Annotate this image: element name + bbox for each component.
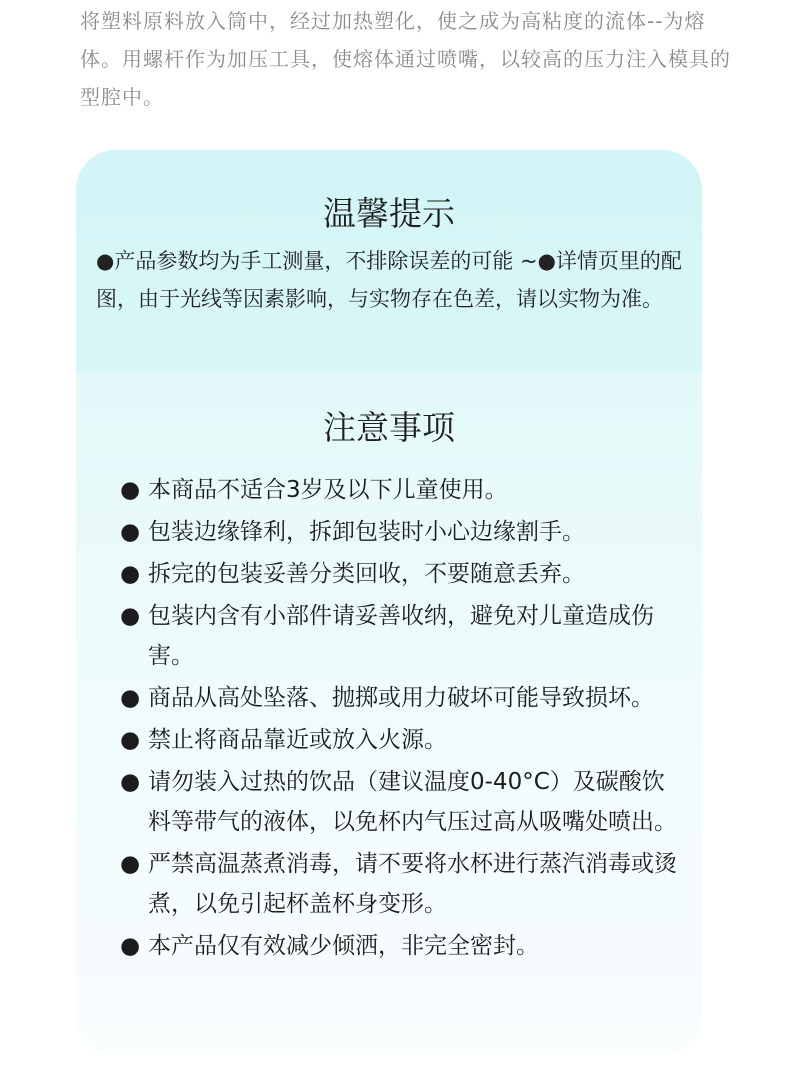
note-item [120,596,680,676]
note-item-text: 严禁高温蒸煮消毒，请不要将水杯进行蒸汽消毒或烫煮，以免引起杯盖杯身变形。 [148,851,677,917]
note-item-text: 禁止将商品靠近或放入火源。 [148,727,447,753]
notes-title: 注意事项 [323,408,455,447]
bullet-dot-icon: ● [120,519,141,545]
tips-text: ●产品参数均为手工测量，不排除误差的可能 ~●详情页里的配图，由于光线等因素影响，与实物存在色差，请以实物为准。 [96,249,682,311]
notice-card [76,150,702,1055]
tips-title: 温馨提示 [323,194,455,233]
bullet-dot-icon: ● [120,477,141,503]
note-item-text: 商品从高处坠落、抛掷或用力破坏可能导致损坏。 [148,685,654,711]
note-item [120,512,680,552]
note-item [120,926,680,966]
bullet-dot-icon: ● [120,603,141,629]
bullet-dot-icon: ● [120,727,141,753]
note-item [120,720,680,760]
note-item-text: 拆完的包装妥善分类回收，不要随意丢弃。 [148,561,585,587]
tips-section [76,150,702,372]
note-item [120,762,680,842]
intro-paragraph: 将塑料原料放入筒中，经过加热塑化，使之成为高粘度的流体--为熔体。用螺杆作为加压工具，使熔体通过喷嘴，以较高的压力注入模具的型腔中。 [80,9,731,109]
bullet-dot-icon: ● [120,851,141,877]
bullet-dot-icon: ● [120,933,141,959]
note-item-text: 本商品不适合3岁及以下儿童使用。 [148,477,508,503]
bullet-dot-icon: ● [120,561,141,587]
note-item-text: 包装边缘锋利，拆卸包装时小心边缘割手。 [148,519,585,545]
note-item-text: 本产品仅有效减少倾洒，非完全密封。 [148,933,539,959]
note-item [120,470,680,510]
bullet-dot-icon: ● [120,685,141,711]
note-item [120,678,680,718]
note-item-text: 请勿装入过热的饮品（建议温度0-40°C）及碳酸饮料等带气的液体，以免杯内气压过高从吸嘴处喷出。 [148,769,677,835]
note-item-text: 包装内含有小部件请妥善收纳，避免对儿童造成伤害。 [148,603,654,669]
bullet-dot-icon: ● [120,769,141,795]
note-item [120,554,680,594]
notes-list [120,470,680,968]
note-item [120,844,680,924]
